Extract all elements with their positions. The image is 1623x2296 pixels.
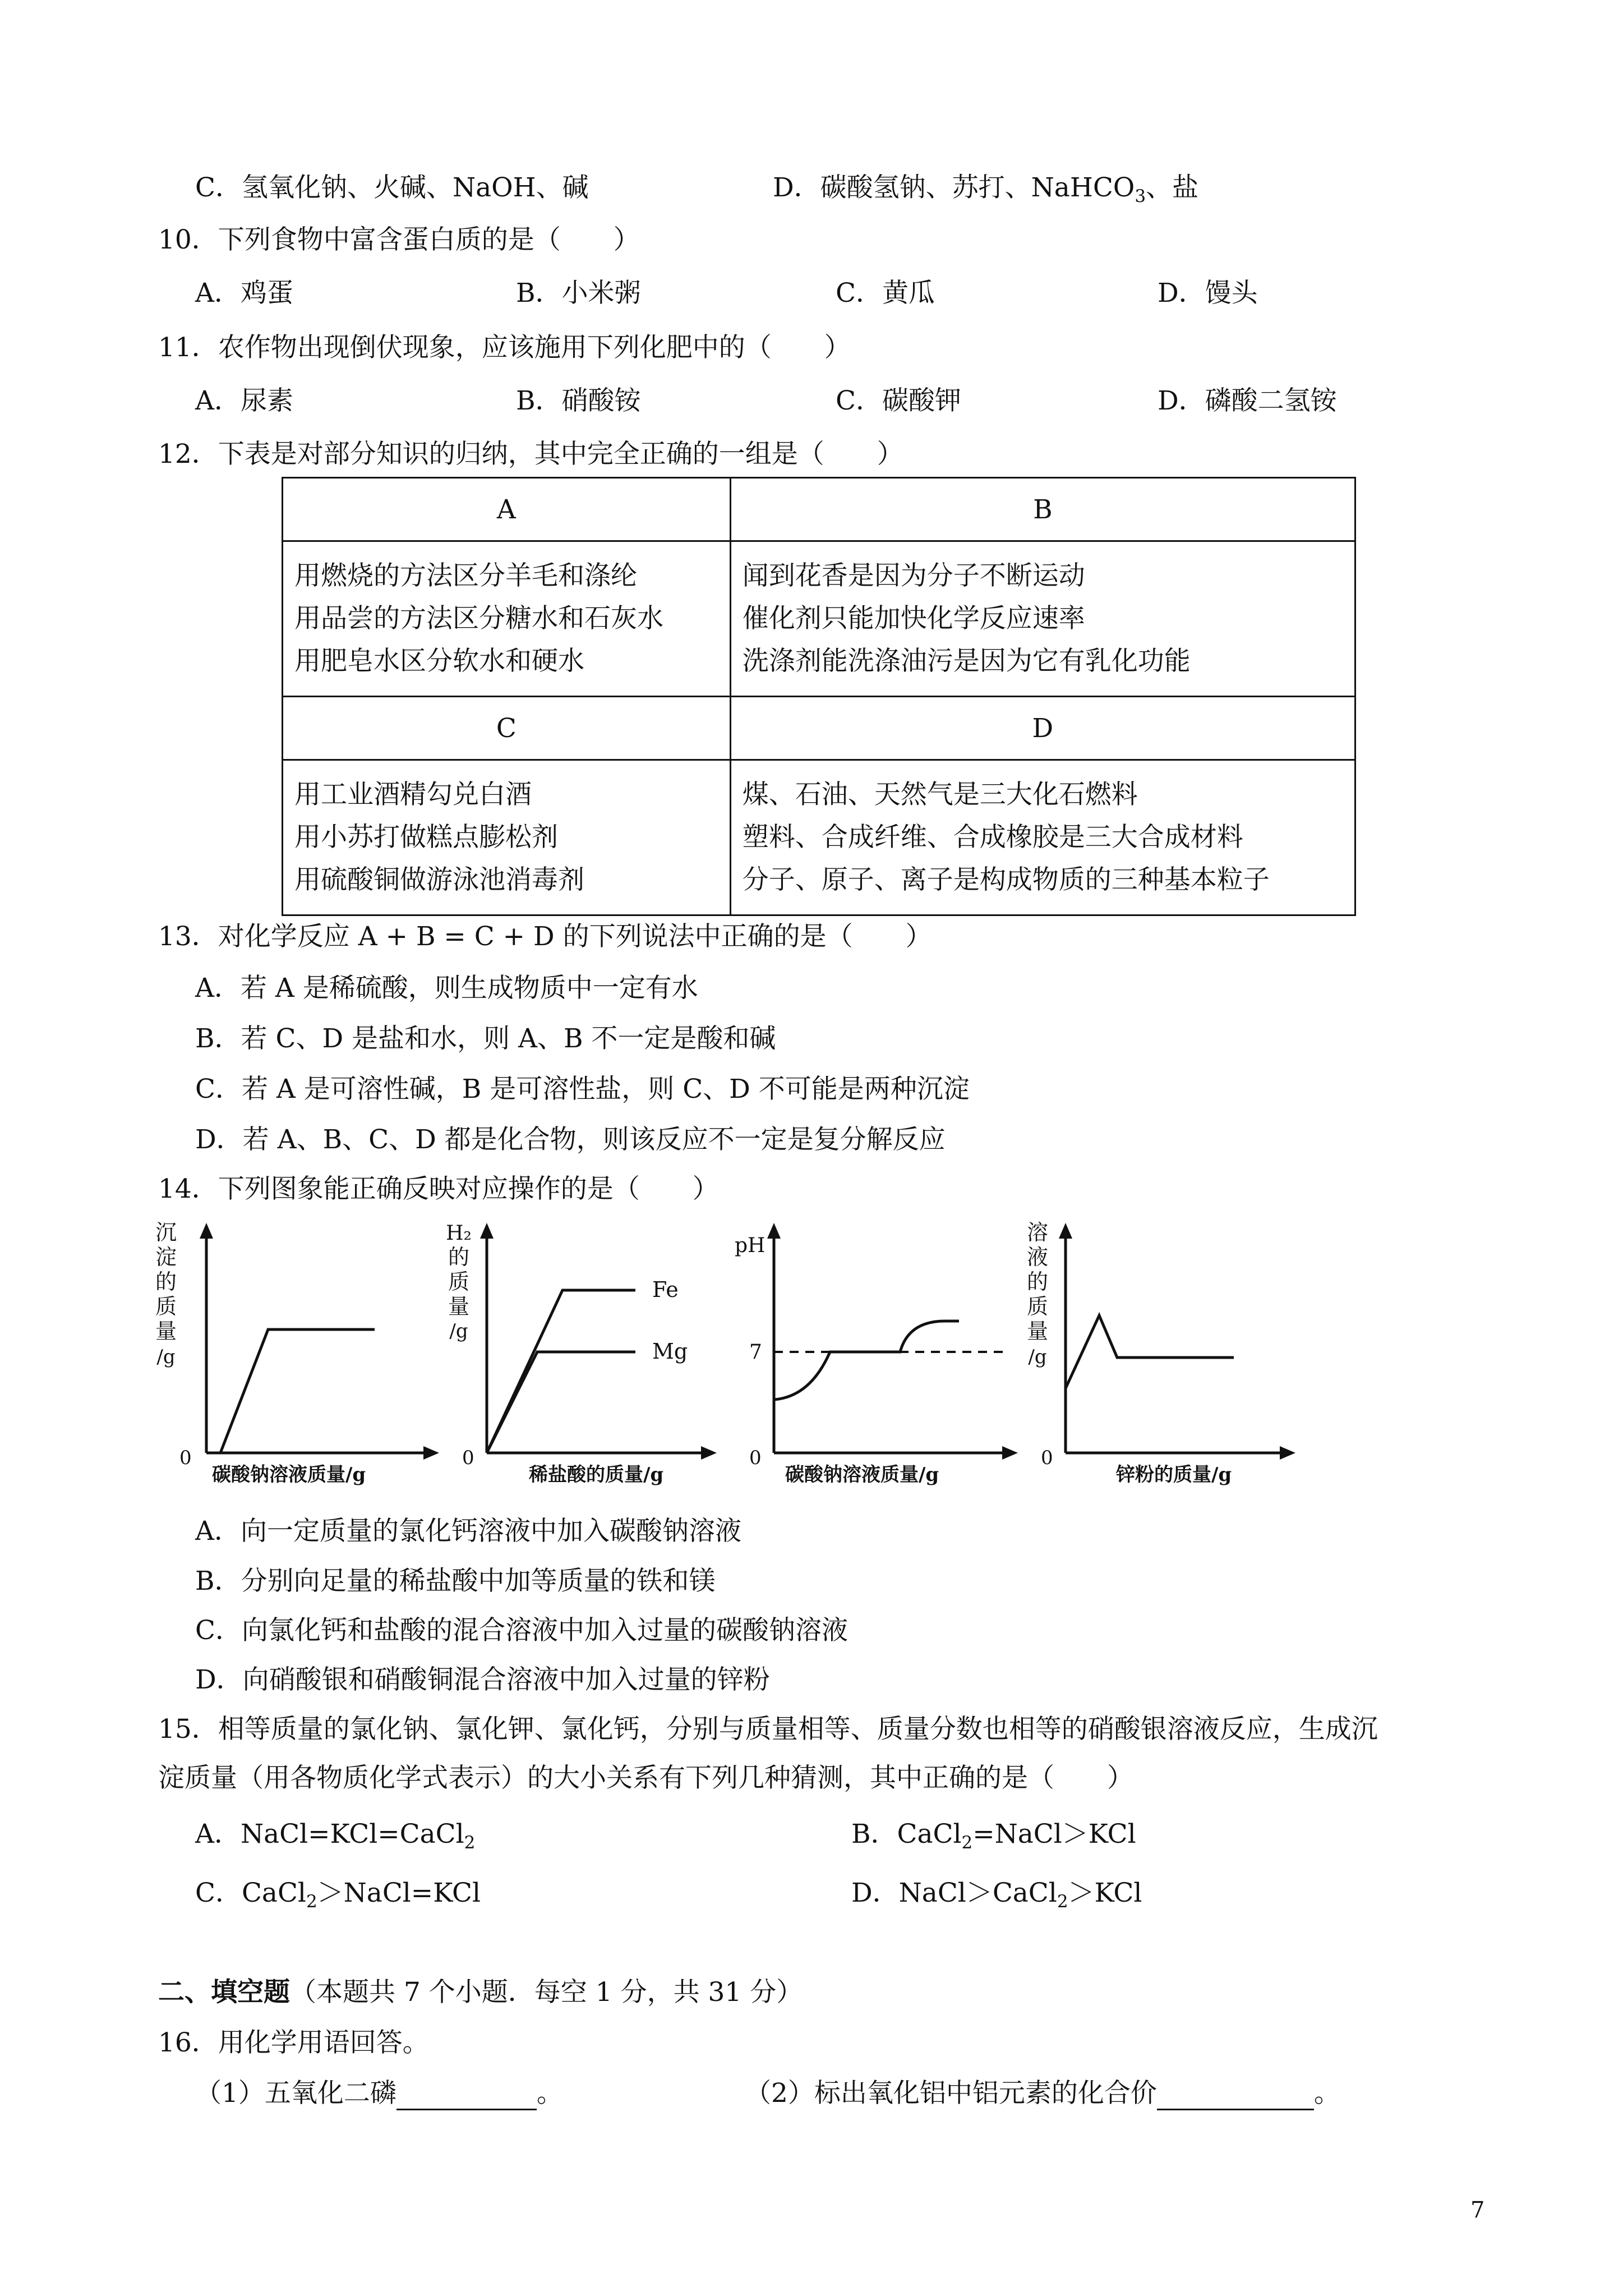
q15-option-c-text: C．CaCl [195, 1878, 306, 1908]
x-axis-label: 碳酸钠溶液质量/g [212, 1464, 366, 1486]
q15-option-b-text: B．CaCl [851, 1819, 962, 1849]
table-cell-a-line: 用品尝的方法区分糖水和石灰水 [294, 603, 663, 634]
q15-option-a-text: A．NaCl=KCl=CaCl [195, 1819, 464, 1849]
y-label-char: 淀 [155, 1245, 177, 1269]
q10-option-c: C．黄瓜 [836, 278, 935, 309]
y-label-char: /g [449, 1320, 468, 1342]
q15-stem-line2: 淀质量（用各物质化学式表示）的大小关系有下列几种猜测，其中正确的是（ ） [158, 1763, 1133, 1793]
q11-option-c: C．碳酸钾 [836, 385, 961, 416]
q9-option-d-subscript: 3 [1135, 186, 1146, 206]
subscript: 2 [464, 1833, 476, 1853]
q15-option-d-text: D．NaCl＞CaCl [851, 1878, 1057, 1908]
q15-option-d [851, 1876, 1142, 1918]
y-label-char: 液 [1026, 1245, 1049, 1269]
q9-option-d-suffix: 、盐 [1146, 172, 1199, 203]
q10-option-b: B．小米粥 [516, 278, 641, 309]
table-cell-c [283, 760, 731, 915]
x-axis-arrow [423, 1446, 439, 1460]
origin-label: 0 [1041, 1447, 1053, 1469]
q9-option-d [773, 171, 1198, 213]
table-cell-b [730, 541, 1355, 697]
table-cell-d-line: 塑料、合成纤维、合成橡胶是三大合成材料 [742, 822, 1243, 853]
table-cell-a-line: 用肥皂水区分软水和硬水 [294, 646, 584, 677]
y-label-char: 的 [448, 1245, 470, 1269]
q14-graph-4 [1021, 1217, 1307, 1492]
table-cell-a [283, 541, 731, 697]
graph-4-ylabel [1027, 1220, 1048, 1368]
q15-stem-line1: 15．相等质量的氯化钠、氯化钾、氯化钙，分别与质量相等、质量分数也相等的硝酸银溶液反应，生成沉 [158, 1714, 1378, 1745]
q16-part-2-end: 。 [1313, 2078, 1340, 2109]
q11-option-d: D．磷酸二氢铵 [1158, 385, 1337, 416]
graph-1-ylabel [155, 1220, 177, 1368]
subscript: 2 [961, 1833, 973, 1853]
x-axis-label: 锌粉的质量/g [1116, 1464, 1232, 1486]
y-label-char: 质 [155, 1294, 177, 1319]
q16-part-1 [195, 2077, 563, 2110]
subscript: 2 [1057, 1892, 1068, 1912]
q14-option-b: B．分别向足量的稀盐酸中加等质量的铁和镁 [195, 1566, 716, 1596]
table-cell-b-line: 催化剂只能加快化学反应速率 [742, 603, 1085, 634]
q12-knowledge-table [282, 477, 1356, 916]
section-2-note: （本题共 7 个小题．每空 1 分，共 31 分） [290, 1977, 803, 2008]
y-axis-arrow [480, 1223, 494, 1239]
x-axis-arrow [1280, 1446, 1295, 1460]
q15-option-c [195, 1876, 481, 1918]
y-axis-arrow [767, 1223, 781, 1239]
table-cell-d-line: 煤、石油、天然气是三大化石燃料 [742, 779, 1138, 810]
q15-option-a [195, 1818, 475, 1860]
section-2-heading [158, 1976, 803, 2009]
table-cell-a-line: 用燃烧的方法区分羊毛和涤纶 [294, 560, 637, 591]
q13-option-c: C．若 A 是可溶性碱，B 是可溶性盐，则 C、D 不可能是两种沉淀 [195, 1074, 970, 1105]
table-cell-b-line: 闻到花香是因为分子不断运动 [742, 560, 1085, 591]
y-label-char: 量 [155, 1319, 177, 1343]
origin-label: 0 [749, 1447, 762, 1469]
table-header-d: D [730, 697, 1355, 760]
y-axis-label: pH [735, 1234, 766, 1257]
origin-label: 0 [179, 1447, 192, 1469]
q14-graph-2 [442, 1217, 734, 1492]
y-label-char: /g [1028, 1346, 1047, 1368]
q13-option-a: A．若 A 是稀硫酸，则生成物质中一定有水 [195, 973, 698, 1004]
q13-option-b: B．若 C、D 是盐和水，则 A、B 不一定是酸和碱 [195, 1023, 776, 1054]
mg-label: Mg [652, 1339, 688, 1364]
q16-part-1-end: 。 [536, 2078, 563, 2109]
solution-mass-curve [1066, 1315, 1234, 1388]
q14-graph-1 [150, 1217, 442, 1492]
page-number: 7 [1470, 2197, 1485, 2223]
fe-curve [487, 1290, 635, 1453]
table-cell-b-line: 洗涤剂能洗涤油污是因为它有乳化功能 [742, 646, 1191, 677]
q16-stem: 16．用化学用语回答。 [158, 2027, 429, 2058]
answer-blank-1[interactable] [396, 2084, 537, 2110]
graph-2-ylabel [446, 1222, 472, 1342]
q14-graph-3 [729, 1217, 1032, 1492]
x-axis-arrow [701, 1446, 717, 1460]
origin-label: 0 [462, 1447, 474, 1469]
q13-stem: 13．对化学反应 A + B = C + D 的下列说法中正确的是（ ） [158, 921, 932, 952]
table-cell-c-line: 用硫酸铜做游泳池消毒剂 [294, 864, 584, 895]
y-label-char: 量 [448, 1294, 470, 1319]
q14-option-d: D．向硝酸银和硝酸铜混合溶液中加入过量的锌粉 [195, 1664, 770, 1695]
q15-option-c-suffix: ＞NaCl=KCl [317, 1878, 481, 1908]
q15-option-b [851, 1818, 1136, 1860]
q14-stem: 14．下列图象能正确反映对应操作的是（ ） [158, 1174, 719, 1204]
q9-option-d-text: D．碳酸氢钠、苏打、NaHCO [773, 172, 1135, 203]
q10-option-a: A．鸡蛋 [195, 278, 293, 309]
table-header-a: A [283, 478, 731, 541]
q16-part-2-text: （2）标出氧化铝中铝元素的化合价 [745, 2078, 1157, 2109]
x-axis-arrow [1002, 1446, 1018, 1460]
y-label-char: 的 [1026, 1269, 1049, 1294]
q11-option-b: B．硝酸铵 [516, 385, 641, 416]
y-label-char: 沉 [155, 1220, 177, 1245]
x-axis-label: 稀盐酸的质量/g [529, 1464, 664, 1486]
q9-option-c: C．氢氧化钠、火碱、NaOH、碱 [195, 172, 589, 203]
x-axis-label: 碳酸钠溶液质量/g [785, 1464, 939, 1486]
table-cell-d [730, 760, 1355, 915]
y-label-char: 量 [1026, 1319, 1049, 1343]
y-label-char: 质 [1026, 1294, 1049, 1319]
q10-option-d: D．馒头 [1158, 278, 1258, 309]
q11-stem: 11．农作物出现倒伏现象，应该施用下列化肥中的（ ） [158, 332, 851, 363]
y-label-char: /g [156, 1346, 176, 1368]
graph-1-curve [220, 1329, 375, 1453]
section-2-title: 二、填空题 [158, 1977, 290, 2008]
table-cell-c-line: 用工业酒精勾兑白酒 [294, 779, 532, 810]
ph-curve [774, 1321, 959, 1400]
table-cell-c-line: 用小苏打做糕点膨松剂 [294, 822, 558, 853]
table-header-c: C [283, 697, 731, 760]
q15-option-d-suffix: ＞KCl [1068, 1878, 1142, 1908]
q14-option-a: A．向一定质量的氯化钙溶液中加入碳酸钠溶液 [195, 1516, 741, 1547]
q12-stem: 12．下表是对部分知识的归纳，其中完全正确的一组是（ ） [158, 439, 903, 470]
y-label-char: 的 [155, 1269, 177, 1294]
q14-option-c: C．向氯化钙和盐酸的混合溶液中加入过量的碳酸钠溶液 [195, 1615, 848, 1646]
q11-option-a: A．尿素 [195, 385, 293, 416]
table-header-b: B [730, 478, 1355, 541]
table-cell-d-line: 分子、原子、离子是构成物质的三种基本粒子 [742, 864, 1270, 895]
fe-label: Fe [652, 1277, 679, 1302]
q16-part-2 [745, 2077, 1340, 2110]
q10-stem: 10．下列食物中富含蛋白质的是（ ） [158, 224, 640, 255]
subscript: 2 [306, 1892, 317, 1912]
ph7-label: 7 [749, 1341, 762, 1364]
y-label-char: H₂ [446, 1222, 472, 1245]
answer-blank-2[interactable] [1157, 2084, 1314, 2110]
q15-option-b-suffix: =NaCl＞KCl [972, 1819, 1136, 1849]
y-axis-arrow [1059, 1223, 1072, 1239]
y-label-char: 溶 [1026, 1220, 1049, 1245]
q16-part-1-text: （1）五氧化二磷 [195, 2078, 396, 2109]
y-axis-arrow [200, 1223, 213, 1239]
y-label-char: 质 [448, 1269, 470, 1294]
q13-option-d: D．若 A、B、C、D 都是化合物，则该反应不一定是复分解反应 [195, 1124, 946, 1155]
